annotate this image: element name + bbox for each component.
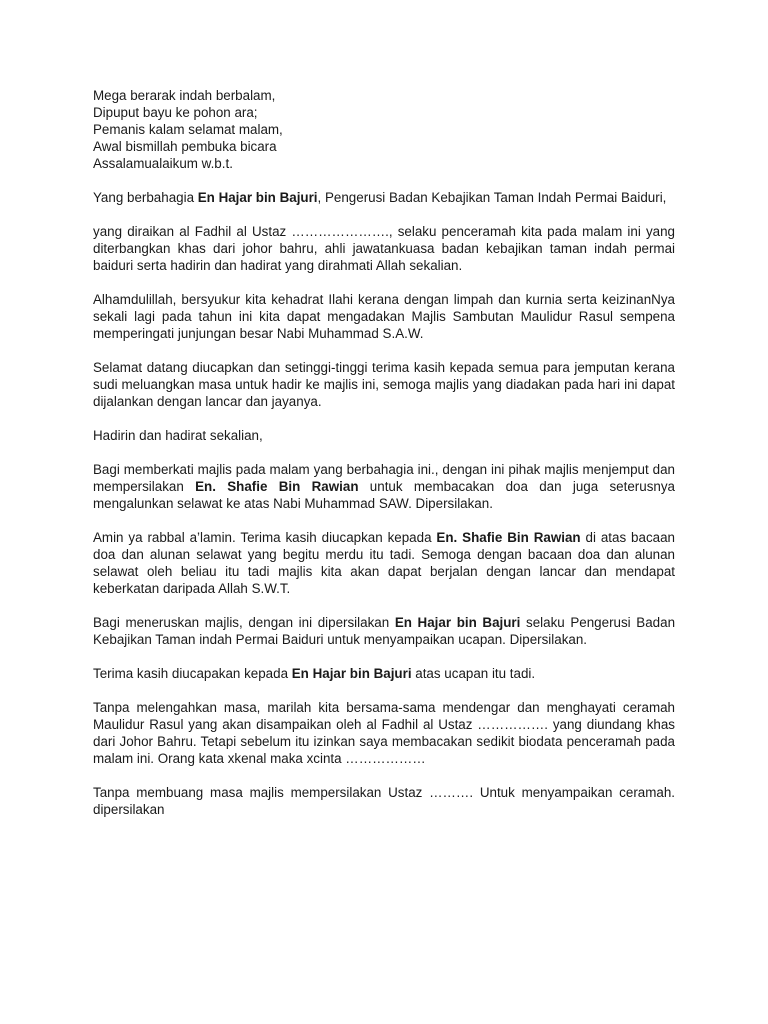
paragraph-thanks-speech	[93, 665, 675, 682]
paragraph-address: Hadirin dan hadirat sekalian,	[93, 428, 263, 443]
bold-name: En Hajar bin Bajuri	[394, 615, 521, 630]
text-run: Yang berbahagia	[93, 190, 198, 205]
paragraph-invite-ustaz: Tanpa membuang masa majlis mempersilakan Ustaz ………. Untuk menyampaikan ceramah. dipersilakan	[93, 785, 675, 817]
paragraph-welcome: Selamat datang diucapkan dan setinggi-tinggi terima kasih kepada semua para jemputan kerana sudi meluangkan masa untuk hadir ke majlis ini, semoga majlis yang diadakan pada hari ini dapat dijalankan dengan lancar dan jayanya.	[93, 360, 675, 409]
pantun-line: Mega berarak indah berbalam,	[93, 88, 276, 103]
pantun-line: Dipuput bayu ke pohon ara;	[93, 105, 258, 120]
pantun-line: Awal bismillah pembuka bicara	[93, 139, 277, 154]
text-run: , Pengerusi Badan Kebajikan Taman Indah Permai Baiduri,	[317, 190, 667, 205]
text-run: Bagi memberkati majlis pada malam yang berbahagia ini., dengan ini pihak majlis menjemput dan mempersilakan	[93, 462, 675, 494]
pantun-line: Pemanis kalam selamat malam,	[93, 122, 283, 137]
paragraph-salutation-chairman	[93, 189, 675, 206]
document-page	[93, 87, 675, 818]
paragraph-salutation-guests: yang diraikan al Fadhil al Ustaz …………………., selaku penceramah kita pada malam ini yang diterbangkan khas dari johor bahru, ahli jawatankuasa badan kebajikan taman indah permai baiduri serta hadirin dan hadirat yang dirahmati Allah sekalian.	[93, 224, 675, 273]
paragraph-introduce-lecture: Tanpa melengahkan masa, marilah kita bersama-sama mendengar dan menghayati ceramah Maulidur Rasul yang akan disampaikan oleh al Fadhil al Ustaz ……………. yang diundang khas dari Johor Bahru. Tetapi sebelum itu izinkan saya membacakan sedikit biodata penceramah pada malam ini. Orang kata xkenal maka xcinta ………………	[93, 700, 675, 766]
text-run: Amin ya rabbal a’lamin. Terima kasih diucapkan kepada	[93, 530, 437, 545]
text-run: untuk membacakan doa dan juga seterusnya mengalunkan selawat ke atas Nabi Muhammad SAW. Dipersilakan.	[93, 479, 675, 511]
paragraph-invite-speech	[93, 614, 675, 648]
bold-name: En Hajar bin Bajuri	[197, 190, 318, 205]
text-run: di atas bacaan doa dan alunan selawat yang begitu merdu itu tadi. Semoga dengan bacaan doa dan alunan selawat oleh beliau itu tadi majlis kita akan dapat berjalan dengan lancar dan mendapat keberkatan daripada Allah S.W.T.	[93, 530, 675, 596]
paragraph-thanksgiving: Alhamdulillah, bersyukur kita kehadrat Ilahi kerana dengan limpah dan kurnia serta keizinanNya sekali lagi pada tahun ini kita dapat mengadakan Majlis Sambutan Maulidur Rasul sempena memperingati junjungan besar Nabi Muhammad S.A.W.	[93, 292, 675, 341]
text-run: Bagi meneruskan majlis, dengan ini dipersilakan	[93, 615, 395, 630]
bold-name: En. Shafie Bin Rawian	[195, 479, 359, 494]
greeting-line: Assalamualaikum w.b.t.	[93, 156, 233, 171]
paragraph-thanks-doa	[93, 529, 675, 597]
bold-name: En Hajar bin Bajuri	[291, 666, 412, 681]
paragraph-invite-doa	[93, 461, 675, 512]
opening-pantun	[93, 87, 675, 172]
bold-name: En. Shafie Bin Rawian	[436, 530, 581, 545]
text-run: Terima kasih diucapakan kepada	[93, 666, 292, 681]
text-run: selaku Pengerusi Badan Kebajikan Taman indah Permai Baiduri untuk menyampaikan ucapan. Dipersilakan.	[93, 615, 676, 647]
text-run: atas ucapan itu tadi.	[411, 666, 536, 681]
